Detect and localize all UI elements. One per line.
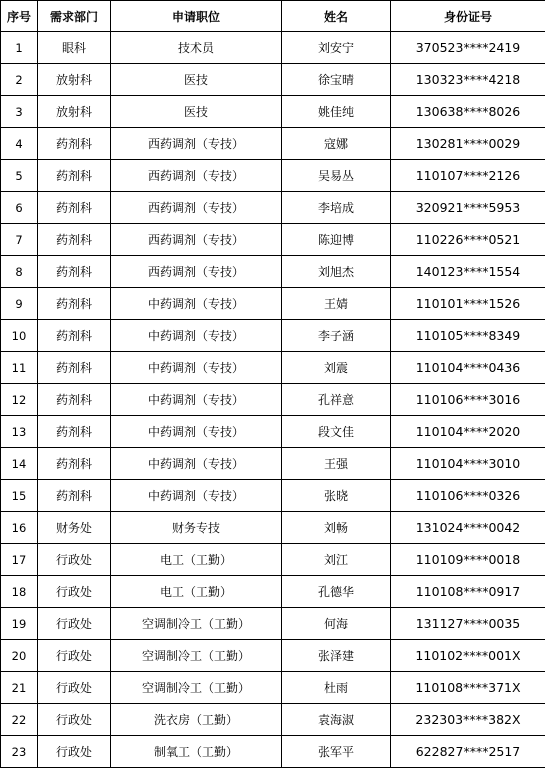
cell-position: 中药调剂（专技）	[111, 480, 282, 512]
cell-id-number: 110108****0917	[391, 576, 545, 608]
cell-seq: 7	[1, 224, 38, 256]
cell-department: 放射科	[38, 96, 111, 128]
cell-department: 行政处	[38, 736, 111, 768]
cell-seq: 13	[1, 416, 38, 448]
cell-department: 药剂科	[38, 128, 111, 160]
cell-seq: 4	[1, 128, 38, 160]
cell-name: 王强	[282, 448, 391, 480]
cell-seq: 18	[1, 576, 38, 608]
cell-name: 孔祥意	[282, 384, 391, 416]
cell-id-number: 370523****2419	[391, 32, 545, 64]
cell-id-number: 130323****4218	[391, 64, 545, 96]
cell-name: 杜雨	[282, 672, 391, 704]
cell-department: 药剂科	[38, 288, 111, 320]
cell-seq: 17	[1, 544, 38, 576]
cell-department: 药剂科	[38, 160, 111, 192]
cell-id-number: 110104****0436	[391, 352, 545, 384]
cell-position: 中药调剂（专技）	[111, 448, 282, 480]
header-id-number: 身份证号	[391, 1, 545, 32]
cell-department: 行政处	[38, 672, 111, 704]
cell-position: 西药调剂（专技）	[111, 160, 282, 192]
cell-position: 中药调剂（专技）	[111, 288, 282, 320]
cell-department: 药剂科	[38, 256, 111, 288]
cell-name: 孔德华	[282, 576, 391, 608]
table-row	[1, 576, 545, 608]
table-row	[1, 672, 545, 704]
cell-id-number: 110226****0521	[391, 224, 545, 256]
cell-id-number: 110106****0326	[391, 480, 545, 512]
cell-position: 医技	[111, 64, 282, 96]
cell-department: 药剂科	[38, 416, 111, 448]
table-row	[1, 288, 545, 320]
cell-id-number: 110104****3010	[391, 448, 545, 480]
cell-department: 行政处	[38, 576, 111, 608]
cell-seq: 3	[1, 96, 38, 128]
cell-name: 徐宝晴	[282, 64, 391, 96]
cell-id-number: 232303****382X	[391, 704, 545, 736]
table-row	[1, 352, 545, 384]
cell-seq: 14	[1, 448, 38, 480]
table-row	[1, 544, 545, 576]
cell-name: 陈迎博	[282, 224, 391, 256]
cell-department: 财务处	[38, 512, 111, 544]
cell-seq: 11	[1, 352, 38, 384]
cell-position: 电工（工勤）	[111, 576, 282, 608]
cell-id-number: 110109****0018	[391, 544, 545, 576]
header-position: 申请职位	[111, 1, 282, 32]
table-row	[1, 480, 545, 512]
table-row	[1, 640, 545, 672]
cell-department: 药剂科	[38, 448, 111, 480]
cell-department: 行政处	[38, 640, 111, 672]
table-row	[1, 64, 545, 96]
cell-department: 药剂科	[38, 480, 111, 512]
cell-name: 刘震	[282, 352, 391, 384]
cell-department: 药剂科	[38, 192, 111, 224]
cell-seq: 1	[1, 32, 38, 64]
cell-name: 王婧	[282, 288, 391, 320]
cell-position: 西药调剂（专技）	[111, 192, 282, 224]
cell-seq: 2	[1, 64, 38, 96]
cell-id-number: 622827****2517	[391, 736, 545, 768]
cell-id-number: 140123****1554	[391, 256, 545, 288]
cell-id-number: 110108****371X	[391, 672, 545, 704]
table-row	[1, 256, 545, 288]
cell-position: 空调制冷工（工勤）	[111, 672, 282, 704]
cell-position: 西药调剂（专技）	[111, 128, 282, 160]
cell-position: 财务专技	[111, 512, 282, 544]
table-row	[1, 416, 545, 448]
table-row	[1, 320, 545, 352]
cell-department: 药剂科	[38, 224, 111, 256]
cell-department: 行政处	[38, 704, 111, 736]
cell-seq: 16	[1, 512, 38, 544]
cell-seq: 6	[1, 192, 38, 224]
cell-seq: 5	[1, 160, 38, 192]
cell-name: 张泽建	[282, 640, 391, 672]
cell-seq: 12	[1, 384, 38, 416]
cell-name: 李培成	[282, 192, 391, 224]
cell-id-number: 130281****0029	[391, 128, 545, 160]
cell-position: 电工（工勤）	[111, 544, 282, 576]
cell-department: 药剂科	[38, 352, 111, 384]
cell-position: 中药调剂（专技）	[111, 384, 282, 416]
cell-seq: 19	[1, 608, 38, 640]
table-row	[1, 192, 545, 224]
cell-position: 中药调剂（专技）	[111, 416, 282, 448]
header-name: 姓名	[282, 1, 391, 32]
table-row	[1, 32, 545, 64]
cell-seq: 8	[1, 256, 38, 288]
cell-id-number: 110105****8349	[391, 320, 545, 352]
table-row	[1, 128, 545, 160]
cell-name: 刘旭杰	[282, 256, 391, 288]
cell-id-number: 130638****8026	[391, 96, 545, 128]
cell-seq: 10	[1, 320, 38, 352]
cell-seq: 21	[1, 672, 38, 704]
cell-name: 刘江	[282, 544, 391, 576]
cell-name: 寇娜	[282, 128, 391, 160]
cell-id-number: 110106****3016	[391, 384, 545, 416]
cell-position: 西药调剂（专技）	[111, 256, 282, 288]
cell-id-number: 110107****2126	[391, 160, 545, 192]
header-department: 需求部门	[38, 1, 111, 32]
cell-name: 张晓	[282, 480, 391, 512]
cell-position: 中药调剂（专技）	[111, 320, 282, 352]
cell-position: 技术员	[111, 32, 282, 64]
cell-name: 刘畅	[282, 512, 391, 544]
cell-name: 袁海淑	[282, 704, 391, 736]
cell-position: 制氧工（工勤）	[111, 736, 282, 768]
cell-position: 空调制冷工（工勤）	[111, 640, 282, 672]
cell-position: 空调制冷工（工勤）	[111, 608, 282, 640]
cell-id-number: 110101****1526	[391, 288, 545, 320]
cell-name: 段文佳	[282, 416, 391, 448]
cell-id-number: 110104****2020	[391, 416, 545, 448]
cell-name: 吴易丛	[282, 160, 391, 192]
cell-seq: 20	[1, 640, 38, 672]
cell-id-number: 320921****5953	[391, 192, 545, 224]
table-header-row	[1, 1, 545, 32]
cell-position: 医技	[111, 96, 282, 128]
table-row	[1, 224, 545, 256]
table-row	[1, 512, 545, 544]
cell-seq: 15	[1, 480, 38, 512]
cell-id-number: 131024****0042	[391, 512, 545, 544]
table-row	[1, 704, 545, 736]
cell-position: 中药调剂（专技）	[111, 352, 282, 384]
cell-seq: 22	[1, 704, 38, 736]
cell-department: 放射科	[38, 64, 111, 96]
cell-seq: 9	[1, 288, 38, 320]
table-row	[1, 736, 545, 768]
cell-id-number: 110102****001X	[391, 640, 545, 672]
cell-department: 药剂科	[38, 320, 111, 352]
cell-name: 张军平	[282, 736, 391, 768]
table-row	[1, 608, 545, 640]
cell-id-number: 131127****0035	[391, 608, 545, 640]
cell-name: 刘安宁	[282, 32, 391, 64]
cell-department: 行政处	[38, 544, 111, 576]
cell-seq: 23	[1, 736, 38, 768]
table-row	[1, 384, 545, 416]
cell-department: 眼科	[38, 32, 111, 64]
cell-department: 药剂科	[38, 384, 111, 416]
cell-position: 洗衣房（工勤）	[111, 704, 282, 736]
cell-name: 姚佳纯	[282, 96, 391, 128]
cell-department: 行政处	[38, 608, 111, 640]
cell-name: 何海	[282, 608, 391, 640]
header-seq: 序号	[1, 1, 38, 32]
table-row	[1, 448, 545, 480]
cell-name: 李子涵	[282, 320, 391, 352]
table-row	[1, 160, 545, 192]
table-body	[1, 32, 545, 768]
table-row	[1, 96, 545, 128]
cell-position: 西药调剂（专技）	[111, 224, 282, 256]
